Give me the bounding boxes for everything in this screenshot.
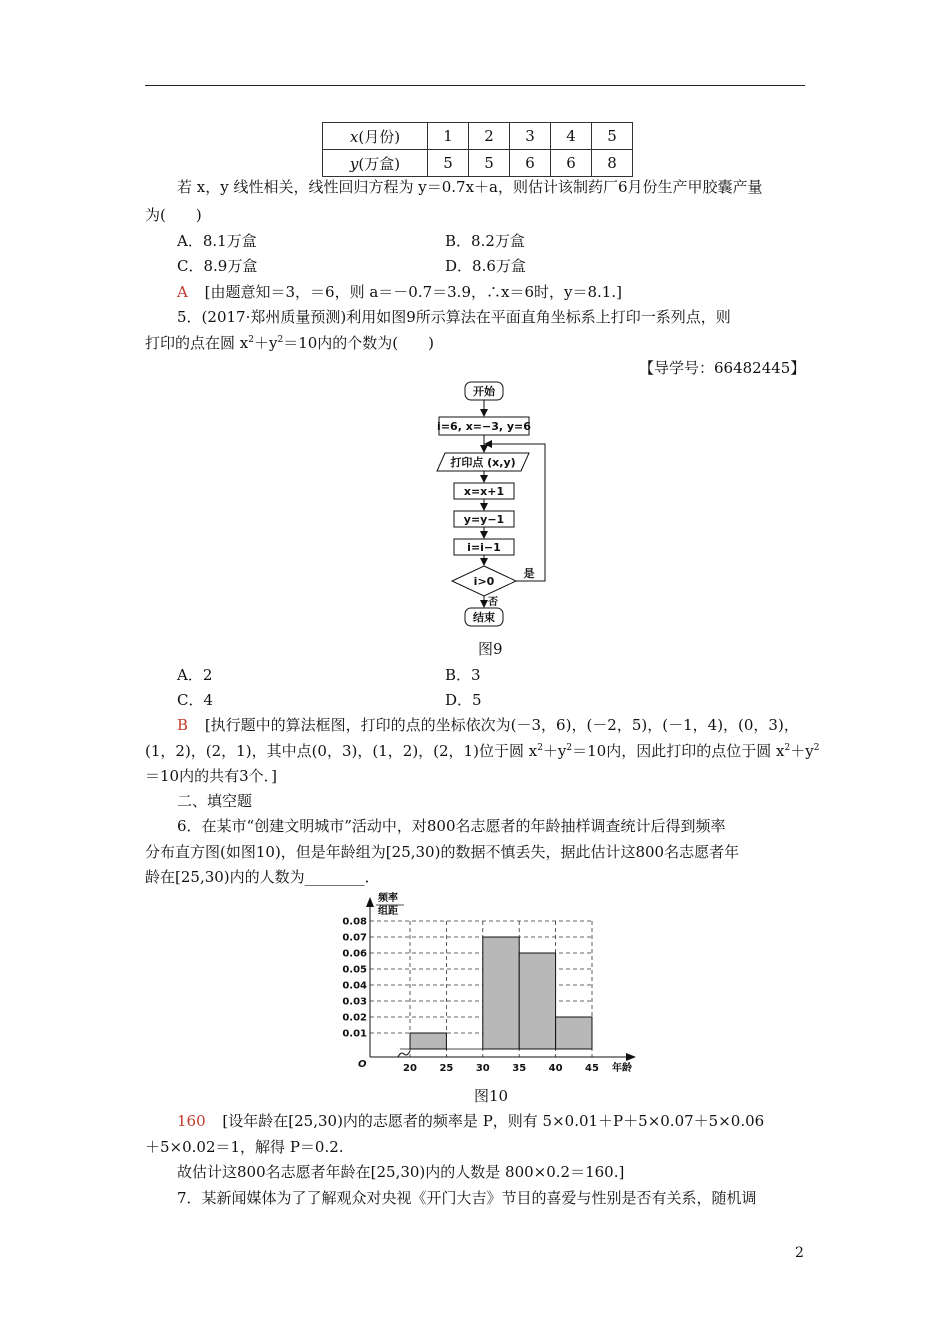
y-tick-label: 0.02 (342, 1012, 367, 1024)
histogram-bar (410, 1033, 446, 1049)
y-tick-label: 0.06 (342, 948, 367, 960)
q4-option-c: C．8.9万盒 (177, 257, 258, 275)
histogram-bar (519, 953, 555, 1049)
flow-no-label: 否 (488, 597, 498, 608)
x-tick-label: 45 (585, 1063, 599, 1074)
q4-option-a: A．8.1万盒 (177, 232, 257, 250)
q4-option-d: D．8.6万盒 (445, 257, 526, 275)
table-cell: 5 (428, 150, 469, 177)
q5-answer-text: [执行题中的算法框图，打印的点的坐标依次为(－3，6)，(－2，5)，(－1，4)，(0，3)， (204, 716, 799, 734)
x-axis-arrow (626, 1053, 636, 1061)
axis-break-mark (398, 1051, 410, 1057)
guide-number: 【导学号：66482445】 (639, 359, 806, 377)
q7-stem-line1: 7．某新闻媒体为了了解观众对央视《开门大吉》节目的喜爱与性别是否有关系，随机调 (177, 1189, 757, 1207)
q6-answer-value: 160 (177, 1112, 206, 1130)
origin-label: O (358, 1059, 367, 1070)
q5-answer-line3: ＝10内的共有3个．] (145, 767, 277, 785)
flow-step3-label: i=i−1 (467, 541, 501, 554)
table-cell: 4 (551, 123, 592, 150)
flow-condition-label: i>0 (473, 575, 495, 588)
q4-option-b: B．8.2万盒 (445, 232, 525, 250)
histogram-bars (410, 937, 592, 1049)
q6-stem-line2: 分布直方图(如图10)，但是年龄组为[25,30)的数据不慎丢失，据此估计这800名志愿者年 (145, 843, 740, 861)
x-axis-title: 年龄 (612, 1063, 632, 1074)
histogram-bar (556, 1017, 592, 1049)
flow-step2-label: y=y−1 (463, 513, 505, 526)
table-cell: 8 (592, 150, 633, 177)
table-cell: 2 (469, 123, 510, 150)
x-tick-label: 25 (439, 1063, 454, 1074)
y-tick-label: 0.03 (342, 996, 367, 1008)
header-rule (145, 85, 805, 86)
flow-yes-label: 是 (523, 567, 535, 580)
q4-answer (177, 281, 622, 302)
histogram-chart (340, 889, 640, 1089)
q5-option-a: A．2 (177, 666, 213, 684)
y-tick-label: 0.05 (342, 964, 367, 976)
histogram-bar (483, 937, 519, 1049)
figure9-caption: 图9 (478, 640, 503, 658)
q6-answer-text: [设年龄在[25,30)内的志愿者的频率是 P，则有 5×0.01＋P＋5×0.07＋5×0.06 (222, 1112, 765, 1130)
q5-answer-line2: (1，2)，(2，1)，其中点(0，3)，(1，2)，(2，1)位于圆 $x^2+y^2=10$内，因此打印的点位于圆 $x^2+y^2$ (145, 742, 820, 760)
figure10-caption: 图10 (474, 1087, 509, 1105)
q4-stem-line2: 为( ) (145, 206, 202, 224)
table-cell: x(月份) (323, 123, 428, 150)
q5-option-d: D．5 (445, 691, 482, 709)
q6-answer-line2: ＋5×0.02＝1，解得 P＝0.2. (145, 1138, 344, 1156)
x-tick-label: 35 (512, 1063, 527, 1074)
q6-stem-line1: 6．在某市“创建文明城市”活动中，对800名志愿者的年龄抽样调查统计后得到频率 (177, 817, 726, 835)
q5-stem-line1: 5．(2017·郑州质量预测)利用如图9所示算法在平面直角坐标系上打印一系列点，则 (177, 308, 731, 326)
section-title: 二、填空题 (177, 792, 253, 810)
y-axis-arrow (366, 897, 374, 907)
q4-stem-line1: 若 x，y 线性相关，线性回归方程为 y＝0.7x＋a，则估计该制药厂6月份生产甲胶囊产量 (177, 178, 763, 196)
y-tick-label: 0.08 (342, 916, 367, 928)
y-axis-title-top: 频率 (378, 893, 398, 904)
q5-option-c: C．4 (177, 691, 214, 709)
table-cell: 5 (469, 150, 510, 177)
q6-stem-line3: 龄在[25,30)内的人数为________． (145, 868, 380, 886)
table-cell: 3 (510, 123, 551, 150)
y-tick-label: 0.07 (342, 932, 367, 944)
flow-init-label: i=6, x=−3, y=6 (437, 420, 531, 433)
q5-option-b: B．3 (445, 666, 481, 684)
q6-answer-line3: 故估计这800名志愿者年龄在[25,30)内的人数是 800×0.2＝160.] (177, 1163, 625, 1181)
q4-answer-text: [由题意知＝3，＝6，则 a＝－0.7＝3.9，∴x＝6时，y＝8.1.] (204, 283, 622, 301)
flow-print-label: 打印点 (x,y) (450, 456, 516, 469)
table-cell: y(万盒) (323, 150, 428, 177)
y-axis-title-bottom: 组距 (378, 906, 398, 917)
y-tick-label: 0.01 (342, 1028, 367, 1040)
q5-answer-line1 (177, 714, 799, 735)
x-tick-label: 30 (475, 1063, 490, 1074)
q5-stem-line2: 打印的点在圆 $x^2+y^2=10$内的个数为( ) (145, 334, 434, 352)
y-tick-label: 0.04 (342, 980, 367, 992)
x-tick-label: 20 (403, 1063, 417, 1074)
table-row (323, 150, 633, 177)
table-cell: 1 (428, 123, 469, 150)
page-number: 2 (795, 1245, 804, 1261)
flow-step1-label: x=x+1 (463, 485, 505, 498)
x-tick-label: 40 (548, 1063, 563, 1074)
flow-start-label: 开始 (473, 385, 495, 398)
month-output-table (322, 122, 633, 177)
q4-answer-letter: A (177, 283, 188, 301)
table-cell: 5 (592, 123, 633, 150)
table-row (323, 123, 633, 150)
flow-end-label: 结束 (473, 611, 495, 624)
q5-answer-letter: B (177, 716, 189, 734)
q6-answer-line1 (177, 1110, 764, 1131)
table-cell: 6 (551, 150, 592, 177)
table-cell: 6 (510, 150, 551, 177)
flowchart (425, 378, 575, 630)
